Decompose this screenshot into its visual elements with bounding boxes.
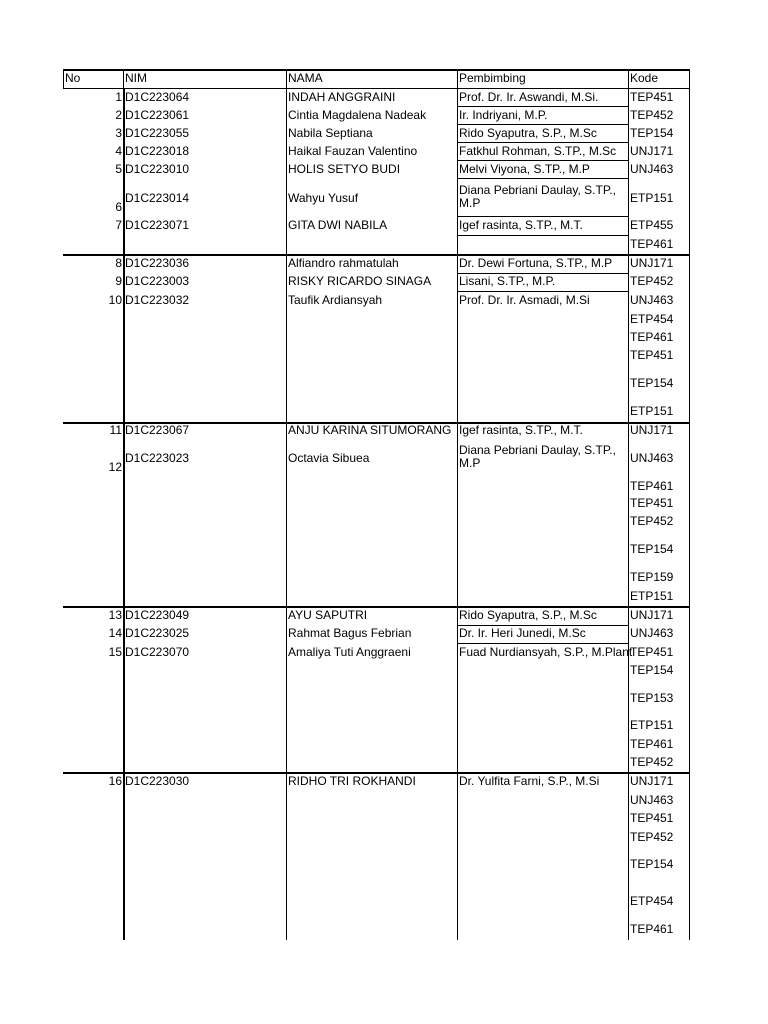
row-no: 8	[115, 256, 122, 270]
kode-cell: ETP151	[630, 191, 674, 205]
row-pembimbing: Melvi Viyona, S.TP., M.P	[459, 162, 590, 176]
kode-cell: TEP452	[630, 108, 674, 122]
row-nama: Cintia Magdalena Nadeak	[288, 108, 427, 122]
header-no: No	[65, 71, 81, 85]
col-line-nim	[123, 88, 125, 940]
header-nim: NIM	[125, 71, 147, 85]
row-nama: Nabila Septiana	[288, 126, 373, 140]
header-vline	[457, 69, 458, 89]
row-nim: D1C223067	[125, 423, 190, 437]
kode-cell: TEP154	[630, 542, 674, 556]
kode-cell: TEP154	[630, 376, 674, 390]
row-pembimbing: Igef rasinta, S.TP., M.T.	[459, 423, 583, 437]
kode-cell: TEP452	[630, 514, 674, 528]
kode-cell: TEP461	[630, 237, 674, 251]
row-nim: D1C223049	[125, 608, 190, 622]
row-nim: D1C223071	[125, 218, 190, 232]
kode-cell: TEP154	[630, 857, 674, 871]
kode-cell: TEP153	[630, 691, 674, 705]
kode-cell: TEP154	[630, 126, 674, 140]
row-nama: Amaliya Tuti Anggraeni	[288, 645, 411, 659]
pembimbing-row-border	[457, 160, 628, 161]
kode-cell: TEP461	[630, 737, 674, 751]
row-no: 16	[108, 774, 122, 788]
kode-cell: UNJ171	[630, 256, 674, 270]
row-nim: D1C223064	[125, 90, 190, 104]
kode-cell: UNJ171	[630, 144, 674, 158]
row-nama: Alfiandro rahmatulah	[288, 256, 399, 270]
row-pembimbing: Diana Pebriani Daulay, S.TP., M.P	[459, 183, 616, 210]
row-no: 15	[108, 645, 122, 659]
pembimbing-row-border	[457, 643, 628, 644]
row-no: 4	[115, 144, 122, 158]
row-nama: Rahmat Bagus Febrian	[288, 626, 412, 640]
kode-cell: UNJ463	[630, 626, 674, 640]
row-no: 2	[115, 108, 122, 122]
kode-cell: TEP461	[630, 330, 674, 344]
row-pembimbing: Fatkhul Rohman, S.TP., M.Sc	[459, 144, 617, 158]
kode-cell: UNJ463	[630, 451, 674, 465]
kode-cell: UNJ463	[630, 162, 674, 176]
row-nim: D1C223032	[125, 293, 190, 307]
row-nim: D1C223014	[125, 191, 190, 205]
row-nama: ANJU KARINA SITUMORANG	[288, 423, 452, 437]
row-nim: D1C223018	[125, 144, 190, 158]
row-no: 6	[115, 200, 122, 214]
pembimbing-row-border	[457, 625, 628, 626]
pembimbing-row-border	[457, 124, 628, 125]
row-no: 14	[108, 626, 122, 640]
row-no: 3	[115, 126, 122, 140]
kode-cell: ETP454	[630, 312, 674, 326]
row-nama: Haikal Fauzan Valentino	[288, 144, 418, 158]
kode-cell: ETP151	[630, 589, 674, 603]
header-pembimbing: Pembimbing	[459, 71, 526, 85]
kode-cell: TEP461	[630, 479, 674, 493]
row-nim: D1C223055	[125, 126, 190, 140]
header-vline	[689, 69, 690, 89]
kode-cell: UNJ463	[630, 293, 674, 307]
row-no: 5	[115, 162, 122, 176]
header-nama: NAMA	[288, 71, 323, 85]
row-pembimbing: Rido Syaputra, S.P., M.Sc	[459, 608, 597, 622]
row-nama: Wahyu Yusuf	[288, 191, 359, 205]
pembimbing-row-border	[457, 273, 628, 274]
row-nim: D1C223025	[125, 626, 190, 640]
row-nim: D1C223023	[125, 451, 190, 465]
kode-cell: UNJ463	[630, 793, 674, 807]
row-nim: D1C223070	[125, 645, 190, 659]
kode-cell: ETP151	[630, 718, 674, 732]
row-pembimbing: Dr. Dewi Fortuna, S.TP., M.P	[459, 256, 613, 270]
pembimbing-row-border	[457, 142, 628, 143]
row-nama: AYU SAPUTRI	[288, 608, 368, 622]
row-no: 1	[115, 90, 122, 104]
col-line-kode	[628, 88, 629, 940]
row-no: 11	[109, 423, 122, 437]
kode-cell: UNJ171	[630, 774, 674, 788]
row-nama: Octavia Sibuea	[288, 451, 370, 465]
kode-cell: TEP452	[630, 755, 674, 769]
pembimbing-row-border	[457, 216, 628, 217]
row-pembimbing: Diana Pebriani Daulay, S.TP., M.P	[459, 443, 616, 470]
kode-cell: TEP452	[630, 274, 674, 288]
row-nama: GITA DWI NABILA	[288, 218, 388, 232]
row-nim: D1C223030	[125, 774, 190, 788]
row-nim: D1C223061	[125, 108, 190, 122]
table-top-border	[63, 69, 690, 71]
row-nama: RIDHO TRI ROKHANDI	[288, 774, 416, 788]
header-bottom-border	[63, 88, 690, 89]
kode-cell: UNJ171	[630, 608, 674, 622]
pembimbing-row-border	[457, 291, 628, 292]
kode-cell: UNJ171	[630, 423, 674, 437]
header-vline	[628, 69, 629, 89]
row-pembimbing: Rido Syaputra, S.P., M.Sc	[459, 126, 597, 140]
row-nama: HOLIS SETYO BUDI	[288, 162, 401, 176]
kode-cell: ETP454	[630, 894, 674, 908]
kode-cell: TEP451	[630, 645, 674, 659]
kode-cell: TEP159	[630, 570, 674, 584]
pembimbing-row-border	[457, 106, 628, 107]
pembimbing-row-border	[457, 235, 628, 236]
header-vline	[123, 69, 124, 89]
header-kode: Kode	[630, 71, 659, 85]
row-pembimbing: Dr. Yulfita Farni, S.P., M.Si	[459, 774, 600, 788]
row-pembimbing: Lisani, S.TP., M.P.	[459, 274, 556, 288]
row-nama: RISKY RICARDO SINAGA	[288, 274, 432, 288]
header-vline	[286, 69, 287, 89]
row-nama: INDAH ANGGRAINI	[288, 90, 396, 104]
kode-cell: TEP461	[630, 922, 674, 936]
col-line-right	[689, 88, 690, 940]
row-nim: D1C223010	[125, 162, 190, 176]
row-nim: D1C223003	[125, 274, 190, 288]
kode-cell: TEP451	[630, 90, 674, 104]
row-no: 12	[108, 460, 122, 474]
row-no: 10	[108, 293, 122, 307]
kode-cell: ETP455	[630, 218, 674, 232]
kode-cell: TEP452	[630, 830, 674, 844]
row-pembimbing: Ir. Indriyani, M.P.	[459, 108, 548, 122]
kode-cell: ETP151	[630, 404, 674, 418]
row-pembimbing: Fuad Nurdiansyah, S.P., M.Plant	[459, 645, 633, 659]
kode-cell: TEP451	[630, 348, 674, 362]
col-line-nama	[286, 88, 287, 940]
row-pembimbing: Dr. Ir. Heri Junedi, M.Sc	[459, 626, 586, 640]
kode-cell: TEP154	[630, 663, 674, 677]
kode-cell: TEP451	[630, 496, 674, 510]
row-nim: D1C223036	[125, 256, 190, 270]
kode-cell: TEP451	[630, 811, 674, 825]
row-pembimbing: Prof. Dr. Ir. Asmadi, M.Si	[459, 293, 590, 307]
row-pembimbing: Igef rasinta, S.TP., M.T.	[459, 218, 583, 232]
row-no: 7	[115, 218, 122, 232]
row-nama: Taufik Ardiansyah	[288, 293, 383, 307]
pembimbing-row-border	[457, 178, 628, 179]
header-vline	[63, 69, 64, 89]
row-no: 13	[108, 608, 122, 622]
row-pembimbing: Prof. Dr. Ir. Aswandi, M.Si.	[459, 90, 599, 104]
row-no: 9	[115, 274, 122, 288]
